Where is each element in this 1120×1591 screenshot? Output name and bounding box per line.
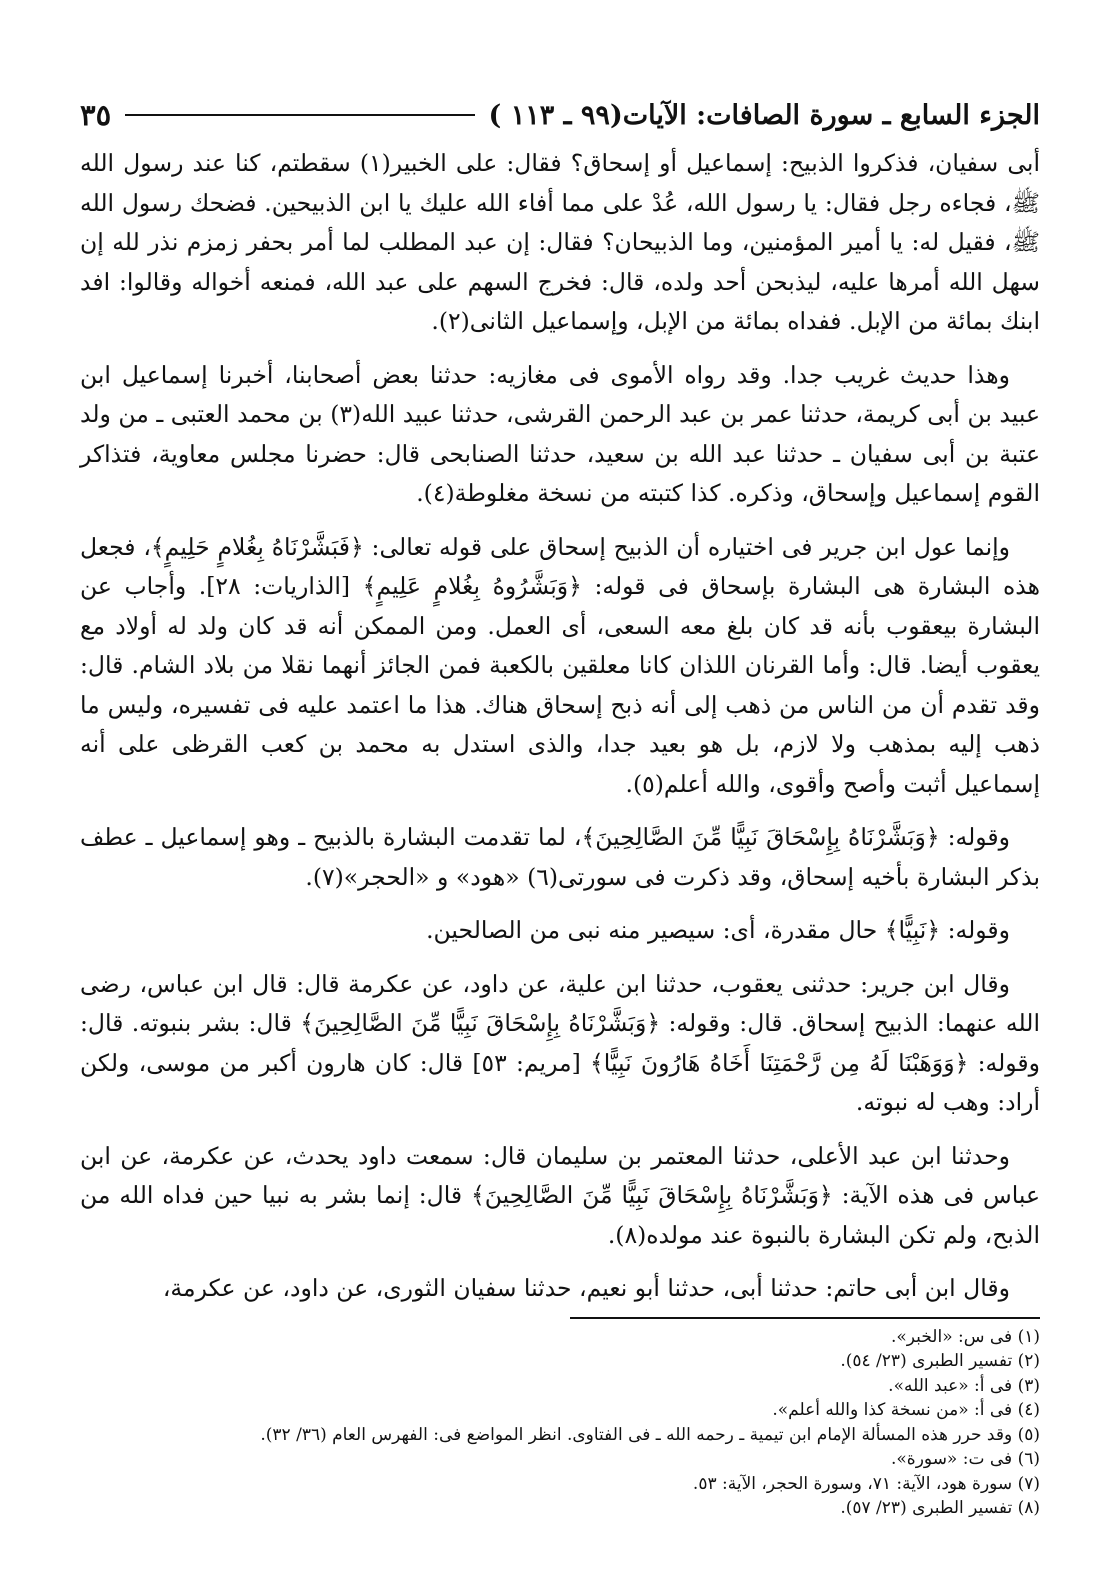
paragraph: وقوله: ﴿نَبِيًّا﴾ حال مقدرة، أى: سيصير منه نبى من الصالحين. — [426, 916, 1010, 944]
paragraph: وحدثنا ابن عبد الأعلى، حدثنا المعتمر بن سليمان قال: سمعت داود يحدث، عن عكرمة، عن ابن عباس فى هذه الآية: ﴿وَبَشَّرْنَاهُ بِإِسْحَاقَ نَبِيًّا مِّنَ الصَّالِحِينَ﴾ قال: إنما بشر به نبيا حين فداه الله من الذبح، ولم تكن البشارة بالنبوة عند مولده(٨). — [80, 1141, 1040, 1249]
footnote: (٤) فى أ: «من نسخة كذا والله أعلم». — [772, 1400, 1040, 1420]
running-header-title: الجزء السابع ـ سورة الصافات: الآيات(٩٩ ـ ١١٣ ) — [488, 99, 1040, 131]
footnotes — [80, 1325, 1040, 1521]
paragraph: وهذا حديث غريب جدا. وقد رواه الأموى فى مغازيه: حدثنا بعض أصحابنا، أخبرنا إسماعيل ابن عبيد بن أبى كريمة، حدثنا عمر بن عبد الرحمن القرشى، حدثنا عبيد الله(٣) بن محمد العتبى ـ من ولد عتبة بن أبى سفيان ـ حدثنا عبد الله بن سعيد، حدثنا الصنابحى قال: حضرنا مجلس معاوية، فتذاكر القوم إسماعيل وإسحاق، وذكره. كذا كتبته من نسخة مغلوطة(٤). — [80, 360, 1040, 507]
paragraph: وقوله: ﴿وَبَشَّرْنَاهُ بِإِسْحَاقَ نَبِيًّا مِّنَ الصَّالِحِينَ﴾، لما تقدمت البشارة بالذبيح ـ وهو إسماعيل ـ عطف بذكر البشارة بأخيه إسحاق، وقد ذكرت فى سورتى(٦) «هود» و «الحجر»(٧). — [80, 823, 1040, 891]
page — [80, 90, 1040, 1560]
footnote: (٦) فى ت: «سورة». — [890, 1449, 1040, 1469]
footnote: (١) فى س: «الخبر». — [891, 1326, 1040, 1347]
paragraph: وإنما عول ابن جرير فى اختياره أن الذبيح إسحاق على قوله تعالى: ﴿فَبَشَّرْنَاهُ بِغُلامٍ حَلِيمٍ﴾، فجعل هذه البشارة هى البشارة بإسحاق فى قوله: ﴿وَبَشَّرُوهُ بِغُلامٍ عَلِيمٍ﴾ [الذاريات: ٢٨]. وأجاب عن البشارة بيعقوب بأنه قد كان بلغ معه السعى، أى العمل. ومن الممكن أنه قد كان ولد له أولاد مع يعقوب أيضا. قال: وأما القرنان اللذان كانا معلقين بالكعبة فمن الجائز أنهما نقلا من بلاد الشام. قال: وقد تقدم أن من الناس من ذهب إلى أنه ذبح إسحاق هناك. هذا ما اعتمد عليه فى تفسيره، وليس ما ذهب إليه بمذهب ولا لازم، بل هو بعيد جدا، والذى استدل به محمد بن كعب القرظى على أنه إسماعيل أثبت وأصح وأقوى، والله أعلم(٥). — [80, 532, 1040, 798]
footnote-rule — [570, 1317, 1040, 1319]
paragraph: أبى سفيان، فذكروا الذبيح: إسماعيل أو إسحاق؟ فقال: على الخبير(١) سقطتم، كنا عند رسول الله ﷺ، فجاءه رجل فقال: يا رسول الله، عُدْ على مما أفاء الله عليك يا ابن الذبيحين. فضحك رسول الله ﷺ، فقيل له: يا أمير المؤمنين، وما الذبيحان؟ فقال: إن عبد المطلب لما أمر بحفر زمزم نذر لله إن سهل الله أمرها عليه، ليذبحن أحد ولده، قال: فخرج السهم على عبد الله، فمنعه أخواله وقالوا: افد ابنك بمائة من الإبل. ففداه بمائة من الإبل، وإسماعيل الثانى(٢). — [80, 149, 1040, 335]
footnote: (٧) سورة هود، الآية: ٧١، وسورة الحجر، الآية: ٥٣. — [692, 1473, 1040, 1494]
page-header — [80, 90, 1040, 140]
page-number: ٣٥ — [80, 98, 112, 132]
paragraph: وقال ابن جرير: حدثنى يعقوب، حدثنا ابن علية، عن داود، عن عكرمة قال: قال ابن عباس، رضى الله عنهما: الذبيح إسحاق. قال: وقوله: ﴿وَبَشَّرْنَاهُ بِإِسْحَاقَ نَبِيًّا مِّنَ الصَّالِحِينَ﴾ قال: بشر بنبوته. قال: وقوله: ﴿وَوَهَبْنَا لَهُ مِن رَّحْمَتِنَا أَخَاهُ هَارُونَ نَبِيًّا﴾ [مريم: ٥٣] قال: كان هارون أكبر من موسى، ولكن أراد: وهب له نبوته. — [80, 969, 1040, 1116]
footnote: (٣) فى أ: «عبد الله». — [888, 1375, 1040, 1396]
footnote: (٥) وقد حرر هذه المسألة الإمام ابن تيمية ـ رحمه الله ـ فى الفتاوى. انظر المواضع فى: الفهرس العام (٣٦/ ٣٢). — [260, 1424, 1040, 1445]
header-rule — [125, 114, 474, 116]
main-text — [80, 144, 1040, 1309]
footnote: (٨) تفسير الطبرى (٢٣/ ٥٧). — [840, 1498, 1040, 1518]
paragraph: وقال ابن أبى حاتم: حدثنا أبى، حدثنا أبو نعيم، حدثنا سفيان الثورى، عن داود، عن عكرمة، — [162, 1274, 1010, 1302]
footnote: (٢) تفسير الطبرى (٢٣/ ٥٤). — [840, 1351, 1040, 1371]
